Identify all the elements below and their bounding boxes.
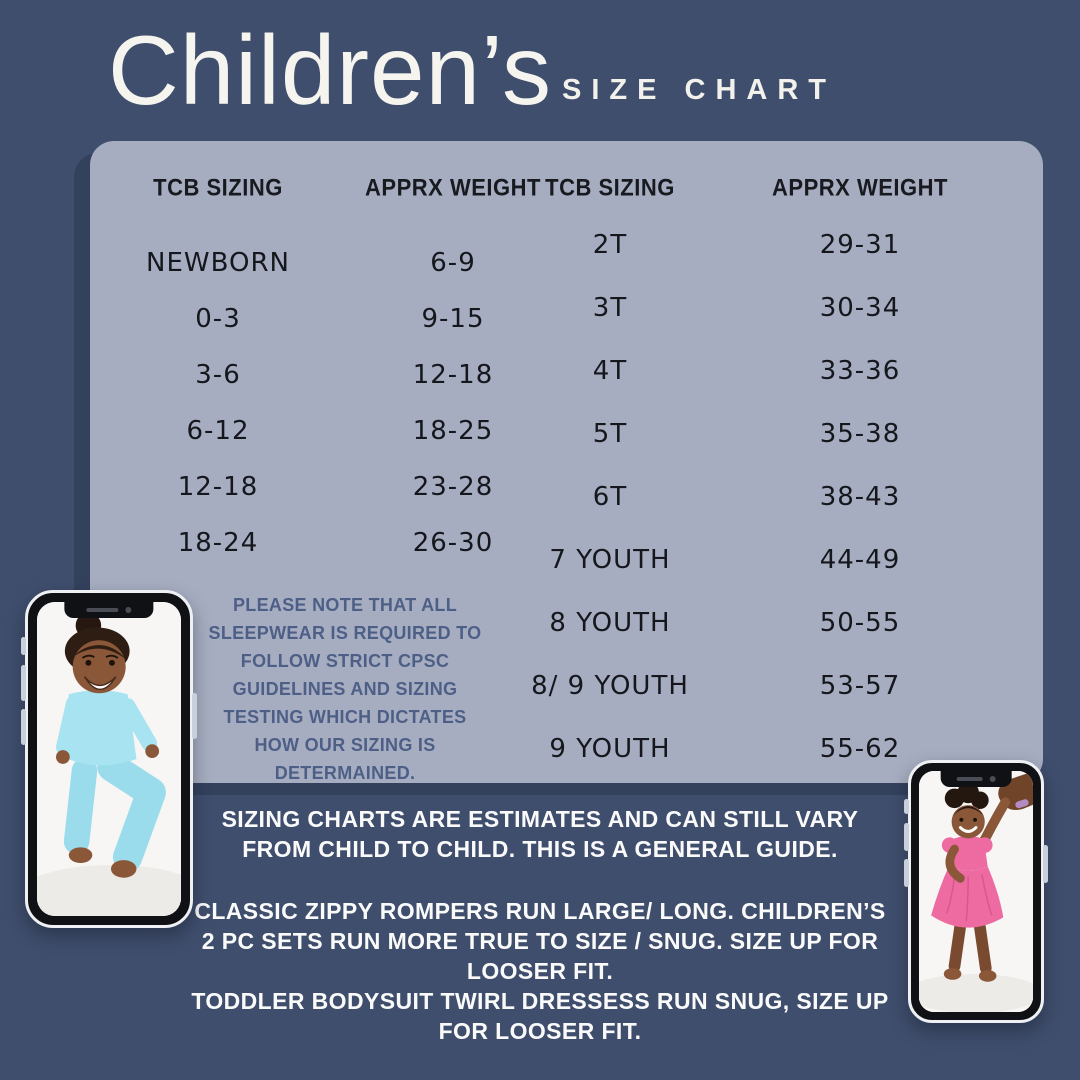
note-line: GUIDELINES AND SIZING [232,679,458,699]
size-cell: 6T [592,481,628,512]
phone-volume-down-button [21,709,26,745]
footer-disclaimer [190,804,890,1046]
weight-cell: 50-55 [819,607,901,638]
column-header-tcb-sizing: TCB SIZING [545,173,675,201]
note-line: TESTING WHICH DICTATES [223,707,467,727]
weight-cell: 26-30 [412,528,494,558]
footer-line: LOOSER FIT. [466,958,614,984]
table-body [495,213,995,780]
weight-cell: 38-43 [819,481,901,512]
size-cell: 8/ 9 YOUTH [531,670,689,701]
size-cell: 12-18 [177,472,259,502]
phone-screen [919,771,1033,1012]
column-header-tcb-sizing: TCB SIZING [153,173,283,201]
weight-cell: 18-25 [412,416,494,446]
column-header-apprx-weight: APPRX WEIGHT [365,173,541,201]
footer-paragraph-estimates [190,804,890,864]
size-table-toddler-youth [495,163,995,780]
table-row [495,528,995,591]
note-line: HOW OUR SIZING IS [254,735,436,755]
footer-line: FOR LOOSER FIT. [438,1018,642,1044]
phone-notch [941,771,1012,787]
table-row [495,276,995,339]
phone-mute-switch [21,637,26,655]
note-line: SLEEPWEAR IS REQUIRED TO [208,623,482,643]
weight-cell: 55-62 [819,733,901,764]
size-cell: 9 YOUTH [549,733,671,764]
table-row [495,402,995,465]
weight-cell: 23-28 [412,472,494,502]
table-header-row [495,163,995,213]
size-cell: 3-6 [195,360,241,390]
table-row [495,339,995,402]
page-subtitle: SIZE CHART [562,74,836,106]
weight-cell: 29-31 [819,229,901,260]
size-cell: 4T [592,355,628,386]
weight-cell: 6-9 [430,248,476,278]
weight-cell: 33-36 [819,355,901,386]
note-line: DETERMAINED. [274,763,416,783]
footer-line: SIZING CHARTS ARE ESTIMATES AND CAN STILL VARY [221,806,859,832]
table-row [495,591,995,654]
weight-cell: 53-57 [819,670,901,701]
phone-mute-switch [904,799,909,814]
size-cell: NEWBORN [146,248,290,278]
footer-line: CLASSIC ZIPPY ROMPERS RUN LARGE/ LONG. CHILDREN’S [194,898,886,924]
phone-notch [64,602,153,618]
phone-mockup-right [908,760,1044,1023]
column-header-apprx-weight: APPRX WEIGHT [772,173,948,201]
weight-cell: 9-15 [421,304,485,334]
table-row [495,465,995,528]
size-cell: 6-12 [186,416,250,446]
size-cell: 3T [592,292,628,323]
table-row [495,213,995,276]
note-line: FOLLOW STRICT CPSC [240,651,450,671]
phone-power-button [192,693,197,739]
note-line: PLEASE NOTE THAT ALL [233,595,457,615]
footer-gap [190,864,890,896]
page-title: Children’s [108,15,552,125]
sleepwear-note [193,591,497,787]
phone-camera-icon [989,776,995,782]
weight-cell: 30-34 [819,292,901,323]
phone-volume-up-button [21,665,26,701]
phone-camera-icon [126,607,132,613]
phone-speaker [957,777,982,781]
size-cell: 2T [592,229,628,260]
weight-cell: 44-49 [819,544,901,575]
table-row [495,654,995,717]
phone-speaker [86,608,118,612]
footer-line: 2 PC SETS RUN MORE TRUE TO SIZE / SNUG. SIZE UP FOR [201,928,879,954]
photo-toddler-pink-dress [919,771,1033,1012]
size-cell: 0-3 [195,304,241,334]
size-cell: 8 YOUTH [549,607,671,638]
footer-paragraph-fit-guidance [190,896,890,1046]
footer-line: TODDLER BODYSUIT TWIRL DRESSESS RUN SNUG, SIZE UP [191,988,889,1014]
size-cell: 7 YOUTH [549,544,671,575]
phone-mockup-left [25,590,193,928]
phone-screen [37,602,181,916]
footer-line: FROM CHILD TO CHILD. THIS IS A GENERAL GUIDE. [242,836,838,862]
phone-volume-down-button [904,859,909,887]
phone-power-button [1043,845,1048,883]
size-cell: 5T [592,418,628,449]
weight-cell: 35-38 [819,418,901,449]
weight-cell: 12-18 [412,360,494,390]
size-cell: 18-24 [177,528,259,558]
phone-volume-up-button [904,823,909,851]
photo-child-blue-pajamas [37,602,181,916]
